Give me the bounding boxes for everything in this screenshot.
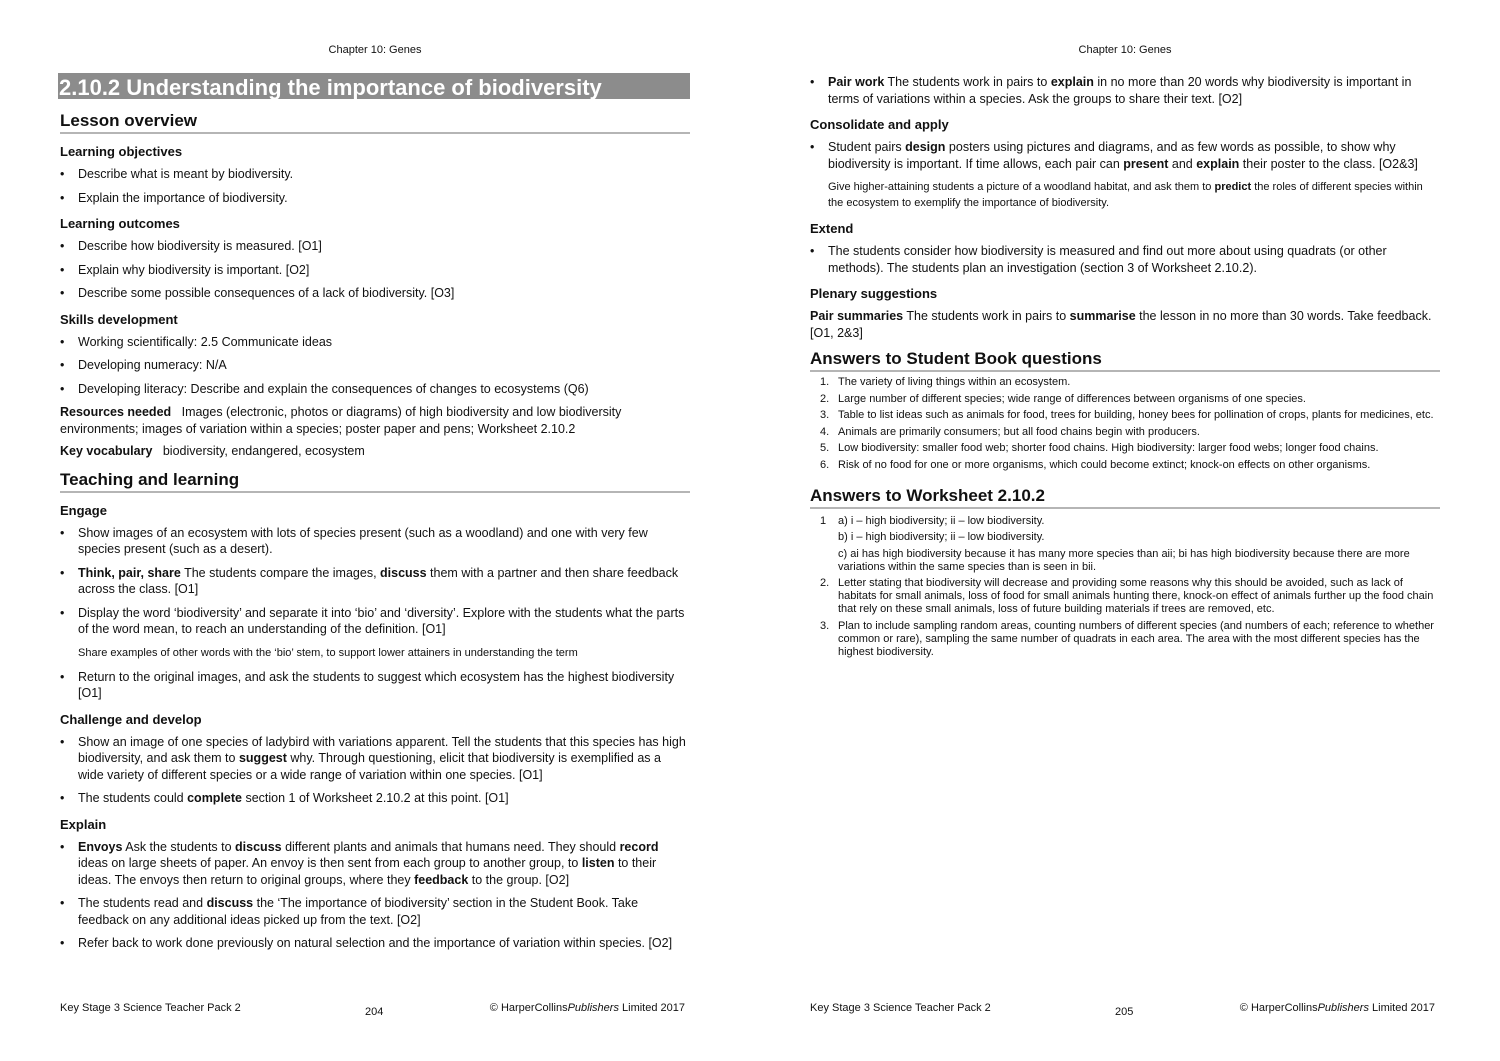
bold-term: discuss <box>235 839 282 854</box>
engage-item <box>60 565 690 598</box>
text-run: to their ideas. The envoys then return to original groups, where they <box>78 856 657 887</box>
worksheet-answers <box>810 515 1440 528</box>
bold-term: design <box>905 140 946 154</box>
bold-term: discuss <box>206 896 254 910</box>
answer-item: 2. Letter stating that biodiversity will decrease and providing some reasons why this should be avoided, such as lack of habitats for small animals, loss of food for small animals hunting there, knock-on effect of animals further up the food chain that rely on these small animals, loss of future building materials if trees are removed, etc. <box>820 577 1434 615</box>
text-run: Display the word ‘biodiversity’ and separate it into ‘bio’ and ‘diversity’. Explore with the students what the parts of the word mean, to reach an understanding of the definition. [O1] <box>78 605 685 636</box>
plenary-heading: Plenary suggestions <box>810 286 938 301</box>
bold-term: explain <box>1050 75 1094 89</box>
text-run: Show images of an ecosystem with lots of species present (such as a woodland) and one with very few species present (such as a desert). <box>78 525 648 556</box>
bold-term: Key vocabulary <box>60 444 153 458</box>
objectives-heading: Learning objectives <box>60 144 183 159</box>
bold-term: Envoys <box>78 839 123 854</box>
objective-item: • Describe what is meant by biodiversity. <box>60 166 690 183</box>
answer-item: 4. Animals are primarily consumers; but all food chains begin with producers. <box>820 425 1200 438</box>
text-run: section 1 of Worksheet 2.10.2 at this point. [O1] <box>242 791 509 805</box>
text-run: ideas on large sheets of paper. An envoy is then sent from each group to another group, to <box>78 856 582 870</box>
answer-item: 1 a) i – high biodiversity; ii – low biodiversity. <box>820 514 1045 527</box>
bold-term: feedback <box>414 872 469 887</box>
text-run: different plants and animals that humans need. They should <box>281 839 620 854</box>
explain-heading: Explain <box>60 816 107 832</box>
text-run: their poster to the class. [O2&3] <box>1239 156 1418 171</box>
student-book-answers <box>810 376 1440 472</box>
skill-item: • Developing numeracy: N/A <box>60 357 690 374</box>
text-run: posters using pictures and diagrams, and as few words as possible, to show why biodiversity is important. If time allows, each pair can <box>828 140 1396 171</box>
book-title: Key Stage 3 Science Teacher Pack 2 <box>60 1002 241 1014</box>
extend-heading: Extend <box>810 221 854 236</box>
text-run: Ask the students to <box>122 839 236 854</box>
text-run: Images (electronic, photos or diagrams) of high biodiversity and low biodiversity environments; images of variation within a species; poster paper and pens; Worksheet 2.10.2 <box>60 405 625 436</box>
extend-item <box>810 243 1440 276</box>
text-run: Student pairs <box>828 140 906 154</box>
consolidate-item <box>810 139 1440 172</box>
text-run: the lesson in no more than 30 words. Take feedback. [O1, 2&3] <box>810 309 1432 340</box>
answer-subitem: c) ai has high biodiversity because it has many more species than aii; bi has high biodiversity because there are more variations within the same species than is seen in bii. <box>838 547 1410 573</box>
text-run: Return to the original images, and ask the students to suggest which ecosystem has the highest biodiversity [O1] <box>78 669 675 700</box>
plenary-text <box>810 308 1440 341</box>
copyright: © HarperCollinsPublishers Limited 2017 <box>489 1002 685 1014</box>
key-vocabulary <box>60 443 690 460</box>
consolidate-heading: Consolidate and apply <box>810 117 949 132</box>
challenge-item <box>60 734 690 784</box>
resources-needed <box>60 404 690 437</box>
bold-term: complete <box>187 791 242 805</box>
text-run: Show an image of one species of ladybird with variations apparent. Tell the students that this species has high biodiversity, and ask them to <box>78 734 686 765</box>
bold-term: explain <box>1196 156 1240 171</box>
text-run: why. Through questioning, elicit that biodiversity is exemplified as a wide variety of different species or a wide range of variation within one species. [O1] <box>78 751 661 782</box>
bold-term: Think, pair, share <box>78 565 181 580</box>
bold-term: discuss <box>380 565 427 580</box>
page-number: 205 <box>1115 1006 1134 1018</box>
text-run: The students work in pairs to <box>903 309 1070 323</box>
outcomes-heading: Learning outcomes <box>60 216 180 231</box>
outcome-item: • Explain why biodiversity is important. [O2] <box>60 262 690 279</box>
answer-item: 1. The variety of living things within an ecosystem. <box>820 376 1071 388</box>
bold-term: present <box>1123 156 1169 171</box>
text-run: to the group. [O2] <box>468 872 570 887</box>
text-run: in no more than 20 words why biodiversity is important in terms of variations within a species. Ask the groups to share their text. [O2] <box>828 75 1412 106</box>
outcome-item: • Describe some possible consequences of a lack of biodiversity. [O3] <box>60 285 690 302</box>
outcome-item: • Describe how biodiversity is measured. [O1] <box>60 238 690 255</box>
skill-item: • Working scientifically: 2.5 Communicate ideas <box>60 334 690 351</box>
skill-item: • Developing literacy: Describe and explain the consequences of changes to ecosystems (Q6) <box>60 381 690 398</box>
challenge-heading: Challenge and develop <box>60 711 202 727</box>
bold-term: Resources needed <box>60 405 172 419</box>
engage-heading: Engage <box>60 502 107 518</box>
engage-item <box>60 669 690 702</box>
objective-item: • Explain the importance of biodiversity. <box>60 190 690 207</box>
bold-term: record <box>619 839 659 854</box>
text-run: Refer back to work done previously on natural selection and the importance of variation within species. [O2] <box>78 936 673 950</box>
bold-term: Pair work <box>828 75 885 89</box>
page-number: 204 <box>365 1006 384 1018</box>
text-run: The students could <box>78 791 188 805</box>
text-run: the ‘The importance of biodiversity’ section in the Student Book. Take feedback on any additional ideas picked up from the text. [O2] <box>78 896 639 927</box>
bold-term: suggest <box>238 751 287 765</box>
explain-item <box>60 935 690 952</box>
text-run: biodiversity, endangered, ecosystem <box>152 444 365 458</box>
text-run: The students compare the images, <box>180 565 381 580</box>
text-run: The students work in pairs to <box>884 75 1051 89</box>
pairwork-item <box>810 74 1440 107</box>
bold-term: predict <box>1214 181 1252 193</box>
text-run: the roles of different species within the ecosystem to exemplify the importance of biodiversity. <box>828 181 1423 209</box>
book-title: Key Stage 3 Science Teacher Pack 2 <box>810 1002 991 1014</box>
text-run: The students read and <box>78 896 207 910</box>
answer-item: 3. Table to list ideas such as animals for food, trees for building, honey bees for pollination of crops, plants for medicines, etc. <box>820 409 1434 421</box>
answer-item: 2. Large number of different species; wide range of differences between organisms of one species. <box>820 392 1306 405</box>
text-run: them with a partner and then share feedback across the class. [O1] <box>78 565 679 596</box>
consolidate-note <box>810 179 1440 211</box>
text-run: and <box>1168 156 1197 171</box>
engage-note: Share examples of other words with the ‘bio’ stem, to support lower attainers in understanding the term <box>78 646 578 659</box>
text-run: The students consider how biodiversity is measured and find out more about using quadrats (or other methods). The students plan an investigation (section 3 of Worksheet 2.10.2). <box>828 244 1387 275</box>
student-book-answers-heading: Answers to Student Book questions <box>810 349 1440 372</box>
explain-item <box>60 839 690 889</box>
copyright: © HarperCollinsPublishers Limited 2017 <box>1239 1002 1435 1014</box>
answer-subitem: b) i – high biodiversity; ii – low biodiversity. <box>838 531 1045 543</box>
engage-item <box>60 605 690 638</box>
worksheet-answers-heading: Answers to Worksheet 2.10.2 <box>810 486 1440 509</box>
challenge-item <box>60 790 690 807</box>
running-head: Chapter 10: Genes <box>1078 44 1172 56</box>
explain-item <box>60 895 690 928</box>
text-run: Give higher-attaining students a picture of a woodland habitat, and ask them to <box>828 181 1215 193</box>
lesson-overview-heading: Lesson overview <box>60 111 690 134</box>
bold-term: listen <box>581 856 615 870</box>
lesson-title: 2.10.2 Understanding the importance of biodiversity <box>58 73 690 99</box>
skills-heading: Skills development <box>60 311 178 327</box>
answer-item: 5. Low biodiversity: smaller food web; shorter food chains. High biodiversity: larger food webs; longer food chains. <box>820 442 1379 454</box>
answer-item: 3. Plan to include sampling random areas, counting numbers of different species (and numbers of each; reference to whether common or rare), sampling the same number of quadrats in each area. The area with the most different species has the highest biodiversity. <box>820 619 1434 658</box>
answer-item: 6. Risk of no food for one or more organisms, which could become extinct; knock-on effects on other organisms. <box>820 458 1371 471</box>
bold-term: Pair summaries <box>810 309 904 323</box>
running-head: Chapter 10: Genes <box>328 44 422 56</box>
teaching-heading: Teaching and learning <box>60 470 690 493</box>
engage-item <box>60 525 690 558</box>
worksheet-answers-more <box>810 577 1440 659</box>
bold-term: summarise <box>1069 309 1136 323</box>
